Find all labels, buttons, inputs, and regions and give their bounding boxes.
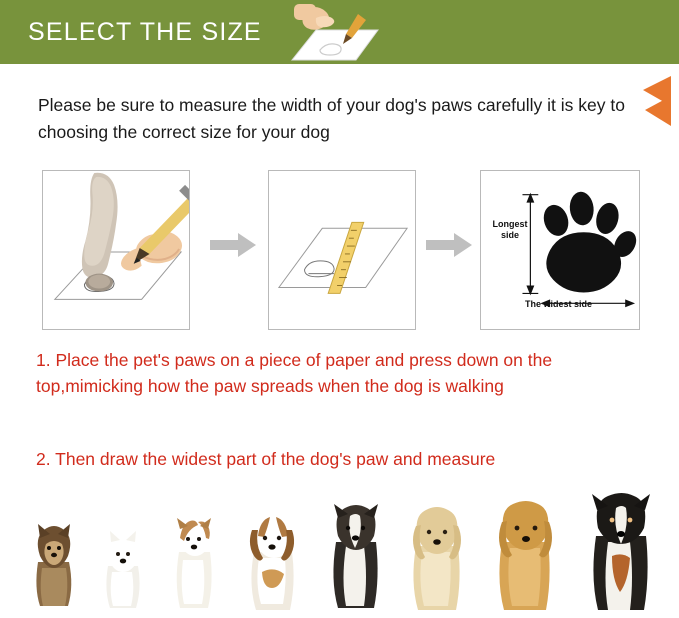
widest-side-label: The widest side: [525, 299, 593, 309]
dog-yorkshire-terrier: [18, 522, 90, 614]
dog-beagle: [236, 512, 310, 614]
instruction-2-text: Then draw the widest part of the dog's paw and measure: [55, 449, 496, 469]
page-title: SELECT THE SIZE: [28, 17, 262, 46]
paper-with-ruler-measuring-outline-illustration: [269, 171, 415, 329]
dog-jack-russell-terrier: [162, 516, 228, 614]
panel-paw-dimensions: [480, 170, 640, 330]
step-arrow-1: [210, 232, 256, 258]
dog-border-collie: [320, 502, 392, 614]
step-arrow-2: [426, 232, 472, 258]
instruction-2: [36, 446, 652, 472]
panel-trace-paw: [42, 170, 190, 330]
hand-drawing-on-paper-icon: [286, 4, 382, 62]
panel-measure-ruler: [268, 170, 416, 330]
longest-side-label: Longest side: [492, 219, 528, 240]
instruction-1: [36, 347, 652, 399]
intro-text: Please be sure to measure the width of your dog's paws carefully it is key to choosing the correct size for your dog: [38, 95, 625, 142]
steps-illustrations: [40, 170, 640, 335]
instruction-1-text: Place the pet's paws on a piece of paper and press down on the top,mimicking how the paw spreads when the dog is walking: [36, 350, 553, 396]
dog-golden-retriever-dark: [484, 498, 568, 614]
dog-west-highland-white-terrier: [92, 530, 156, 614]
instruction-1-number: 1.: [36, 350, 51, 370]
dog-paw-traced-by-hand-with-pencil-illustration: [43, 171, 189, 329]
instruction-2-number: 2.: [36, 449, 51, 469]
page-header: [0, 0, 679, 64]
dog-golden-retriever-light: [398, 504, 476, 614]
dog-breeds-row: [0, 492, 679, 618]
dog-bernese-mountain-dog: [578, 490, 666, 614]
